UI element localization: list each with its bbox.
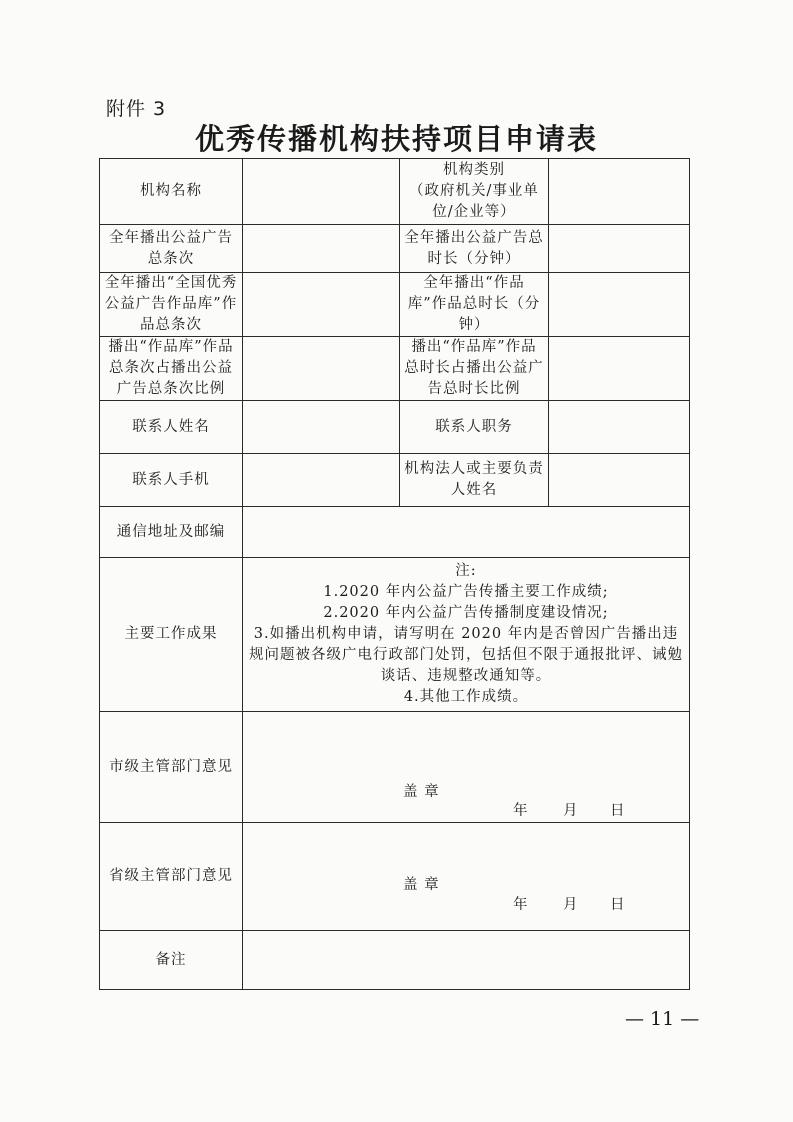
label-library-count: 全年播出“全国优秀公益广告作品库”作品总条次 <box>100 273 243 337</box>
value-city-opinion[interactable] <box>243 712 690 823</box>
label-achievements: 主要工作成果 <box>100 558 243 712</box>
note-item: 2.2020 年内公益广告传播制度建设情况; <box>323 605 609 621</box>
label-org-name: 机构名称 <box>100 159 243 225</box>
note-item: 4.其他工作成绩。 <box>403 689 529 705</box>
date-day-label: 日 <box>610 897 626 913</box>
note-heading: 注: <box>455 563 477 579</box>
label-org-type-main: 机构类别 <box>443 162 505 178</box>
date-month-label: 月 <box>563 803 579 819</box>
form-row <box>100 712 690 823</box>
value-contact-name[interactable] <box>243 401 400 454</box>
date-month-label: 月 <box>563 897 579 913</box>
value-library-duration[interactable] <box>549 273 690 337</box>
label-annual-count: 全年播出公益广告总条次 <box>100 225 243 273</box>
note-item: 1.2020 年内公益广告传播主要工作成绩; <box>323 584 609 600</box>
date-year-label: 年 <box>513 803 529 819</box>
attachment-label: 附件 3 <box>106 98 167 120</box>
form-row <box>100 225 690 273</box>
label-city-opinion: 市级主管部门意见 <box>100 712 243 823</box>
label-library-duration: 全年播出“作品库”作品总时长（分钟） <box>400 273 549 337</box>
form-row <box>100 558 690 712</box>
value-org-type[interactable] <box>549 159 690 225</box>
form-row <box>100 159 690 225</box>
value-province-opinion[interactable] <box>243 823 690 931</box>
label-org-type <box>400 159 549 225</box>
label-duration-ratio: 播出“作品库”作品总时长占播出公益广告总时长比例 <box>400 337 549 401</box>
seal-label: 盖 章 <box>403 877 440 893</box>
date-day-label: 日 <box>610 803 626 819</box>
value-address[interactable] <box>243 507 690 558</box>
date-year-label: 年 <box>513 897 529 913</box>
form-row <box>100 454 690 507</box>
label-contact-title: 联系人职务 <box>400 401 549 454</box>
label-province-opinion: 省级主管部门意见 <box>100 823 243 931</box>
label-contact-phone: 联系人手机 <box>100 454 243 507</box>
form-row <box>100 931 690 990</box>
value-duration-ratio[interactable] <box>549 337 690 401</box>
value-count-ratio[interactable] <box>243 337 400 401</box>
value-achievements[interactable] <box>243 558 690 712</box>
label-remarks: 备注 <box>100 931 243 990</box>
value-library-count[interactable] <box>243 273 400 337</box>
form-row <box>100 337 690 401</box>
note-item: 3.如播出机构申请，请写明在 2020 年内是否曾因广告播出违规问题被各级广电行政部门处罚，包括但不限于通报批评、诫勉谈话、违规整改通知等。 <box>249 626 683 684</box>
form-row <box>100 507 690 558</box>
label-contact-name: 联系人姓名 <box>100 401 243 454</box>
seal-label: 盖 章 <box>403 784 440 800</box>
value-annual-duration[interactable] <box>549 225 690 273</box>
value-org-name[interactable] <box>243 159 400 225</box>
value-legal-rep[interactable] <box>549 454 690 507</box>
label-org-type-note: （政府机关/事业单位/企业等） <box>409 183 539 220</box>
value-contact-title[interactable] <box>549 401 690 454</box>
label-address: 通信地址及邮编 <box>100 507 243 558</box>
value-annual-count[interactable] <box>243 225 400 273</box>
page-number: — 11 — <box>625 1008 700 1030</box>
form-row <box>100 823 690 931</box>
form-row <box>100 401 690 454</box>
label-count-ratio: 播出“作品库”作品总条次占播出公益广告总条次比例 <box>100 337 243 401</box>
form-row <box>100 273 690 337</box>
label-annual-duration: 全年播出公益广告总时长（分钟） <box>400 225 549 273</box>
value-contact-phone[interactable] <box>243 454 400 507</box>
label-legal-rep: 机构法人或主要负责人姓名 <box>400 454 549 507</box>
value-remarks[interactable] <box>243 931 690 990</box>
form-title: 优秀传播机构扶持项目申请表 <box>194 122 598 156</box>
application-form-table <box>99 158 690 990</box>
